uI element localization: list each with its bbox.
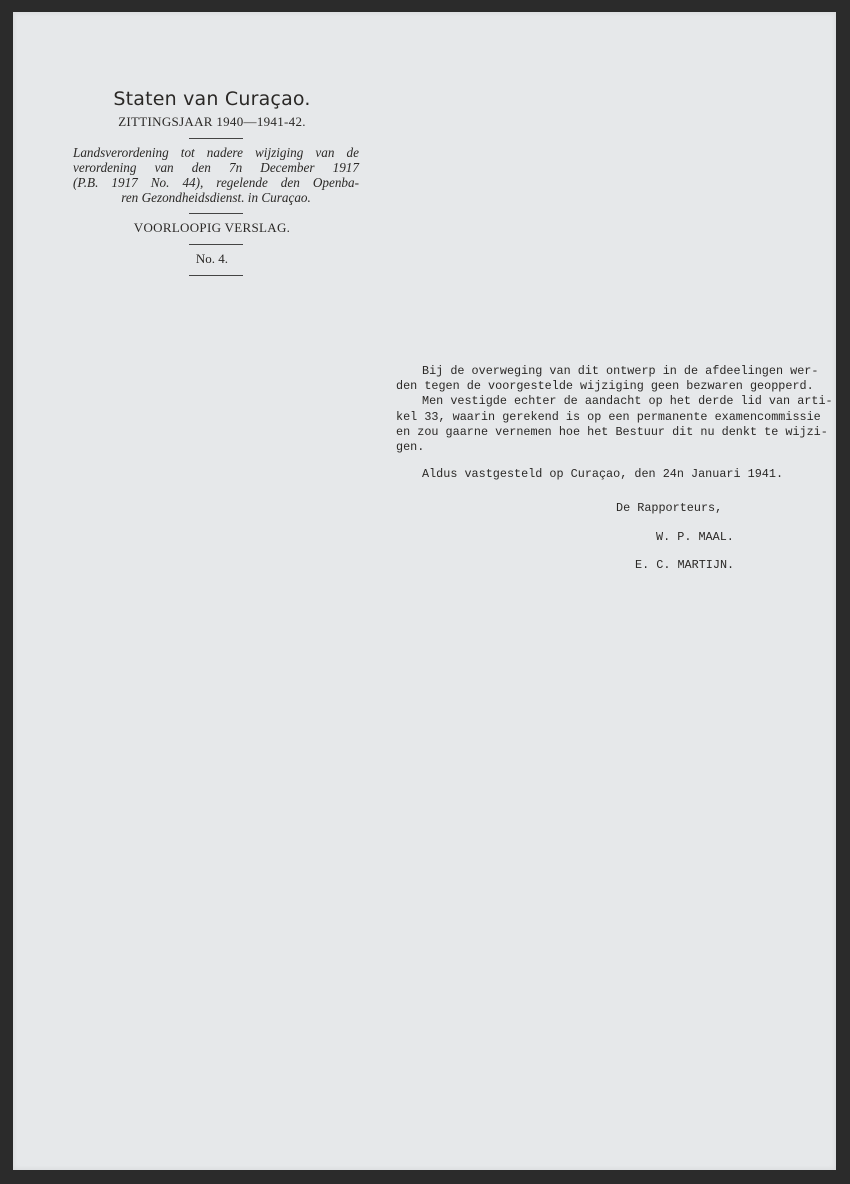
- subject-line: (P.B. 1917 No. 44), regelende den Openba-: [73, 175, 359, 190]
- document-type: VOORLOOPIG VERSLAG.: [133, 220, 291, 235]
- body-line: Men vestigde echter de aandacht op het derde lid van arti-: [422, 394, 833, 409]
- closing-statement: Aldus vastgesteld op Curaçao, den 24n Januari 1941.: [422, 467, 784, 482]
- signatory-name: E. C. MARTIJN.: [635, 558, 735, 572]
- divider: [189, 213, 243, 214]
- body-line: en zou gaarne vernemen hoe het Bestuur dit nu denkt te wijzi-: [396, 424, 828, 439]
- subject-line: ren Gezondheidsdienst. in Curaçao.: [121, 190, 311, 205]
- body-line: kel 33, waarin gerekend is op een permanente examencommissie: [396, 409, 821, 424]
- subject-line: Landsverordening tot nadere wijziging van de: [73, 145, 359, 160]
- body-line: den tegen de voorgestelde wijziging geen bezwaren geopperd.: [396, 379, 814, 394]
- document-header: [71, 88, 361, 282]
- document-page: [13, 12, 836, 1170]
- signatory-name: W. P. MAAL.: [656, 530, 734, 544]
- document-number: No. 4.: [195, 251, 229, 266]
- body-line: Bij de overweging van dit ontwerp in de afdeelingen wer-: [422, 364, 819, 378]
- document-title: Staten van Curaçao.: [113, 88, 311, 110]
- divider: [189, 275, 243, 276]
- divider: [189, 244, 243, 245]
- signatories-heading: De Rapporteurs,: [616, 501, 723, 515]
- ordinance-subject: [71, 145, 361, 205]
- report-body: [396, 364, 833, 482]
- divider: [189, 138, 243, 139]
- session-year: ZITTINGSJAAR 1940—1941-42.: [118, 114, 306, 129]
- subject-line: verordening van den 7n December 1917: [73, 160, 359, 175]
- body-line: gen.: [396, 440, 425, 455]
- report-paragraph: [396, 364, 833, 455]
